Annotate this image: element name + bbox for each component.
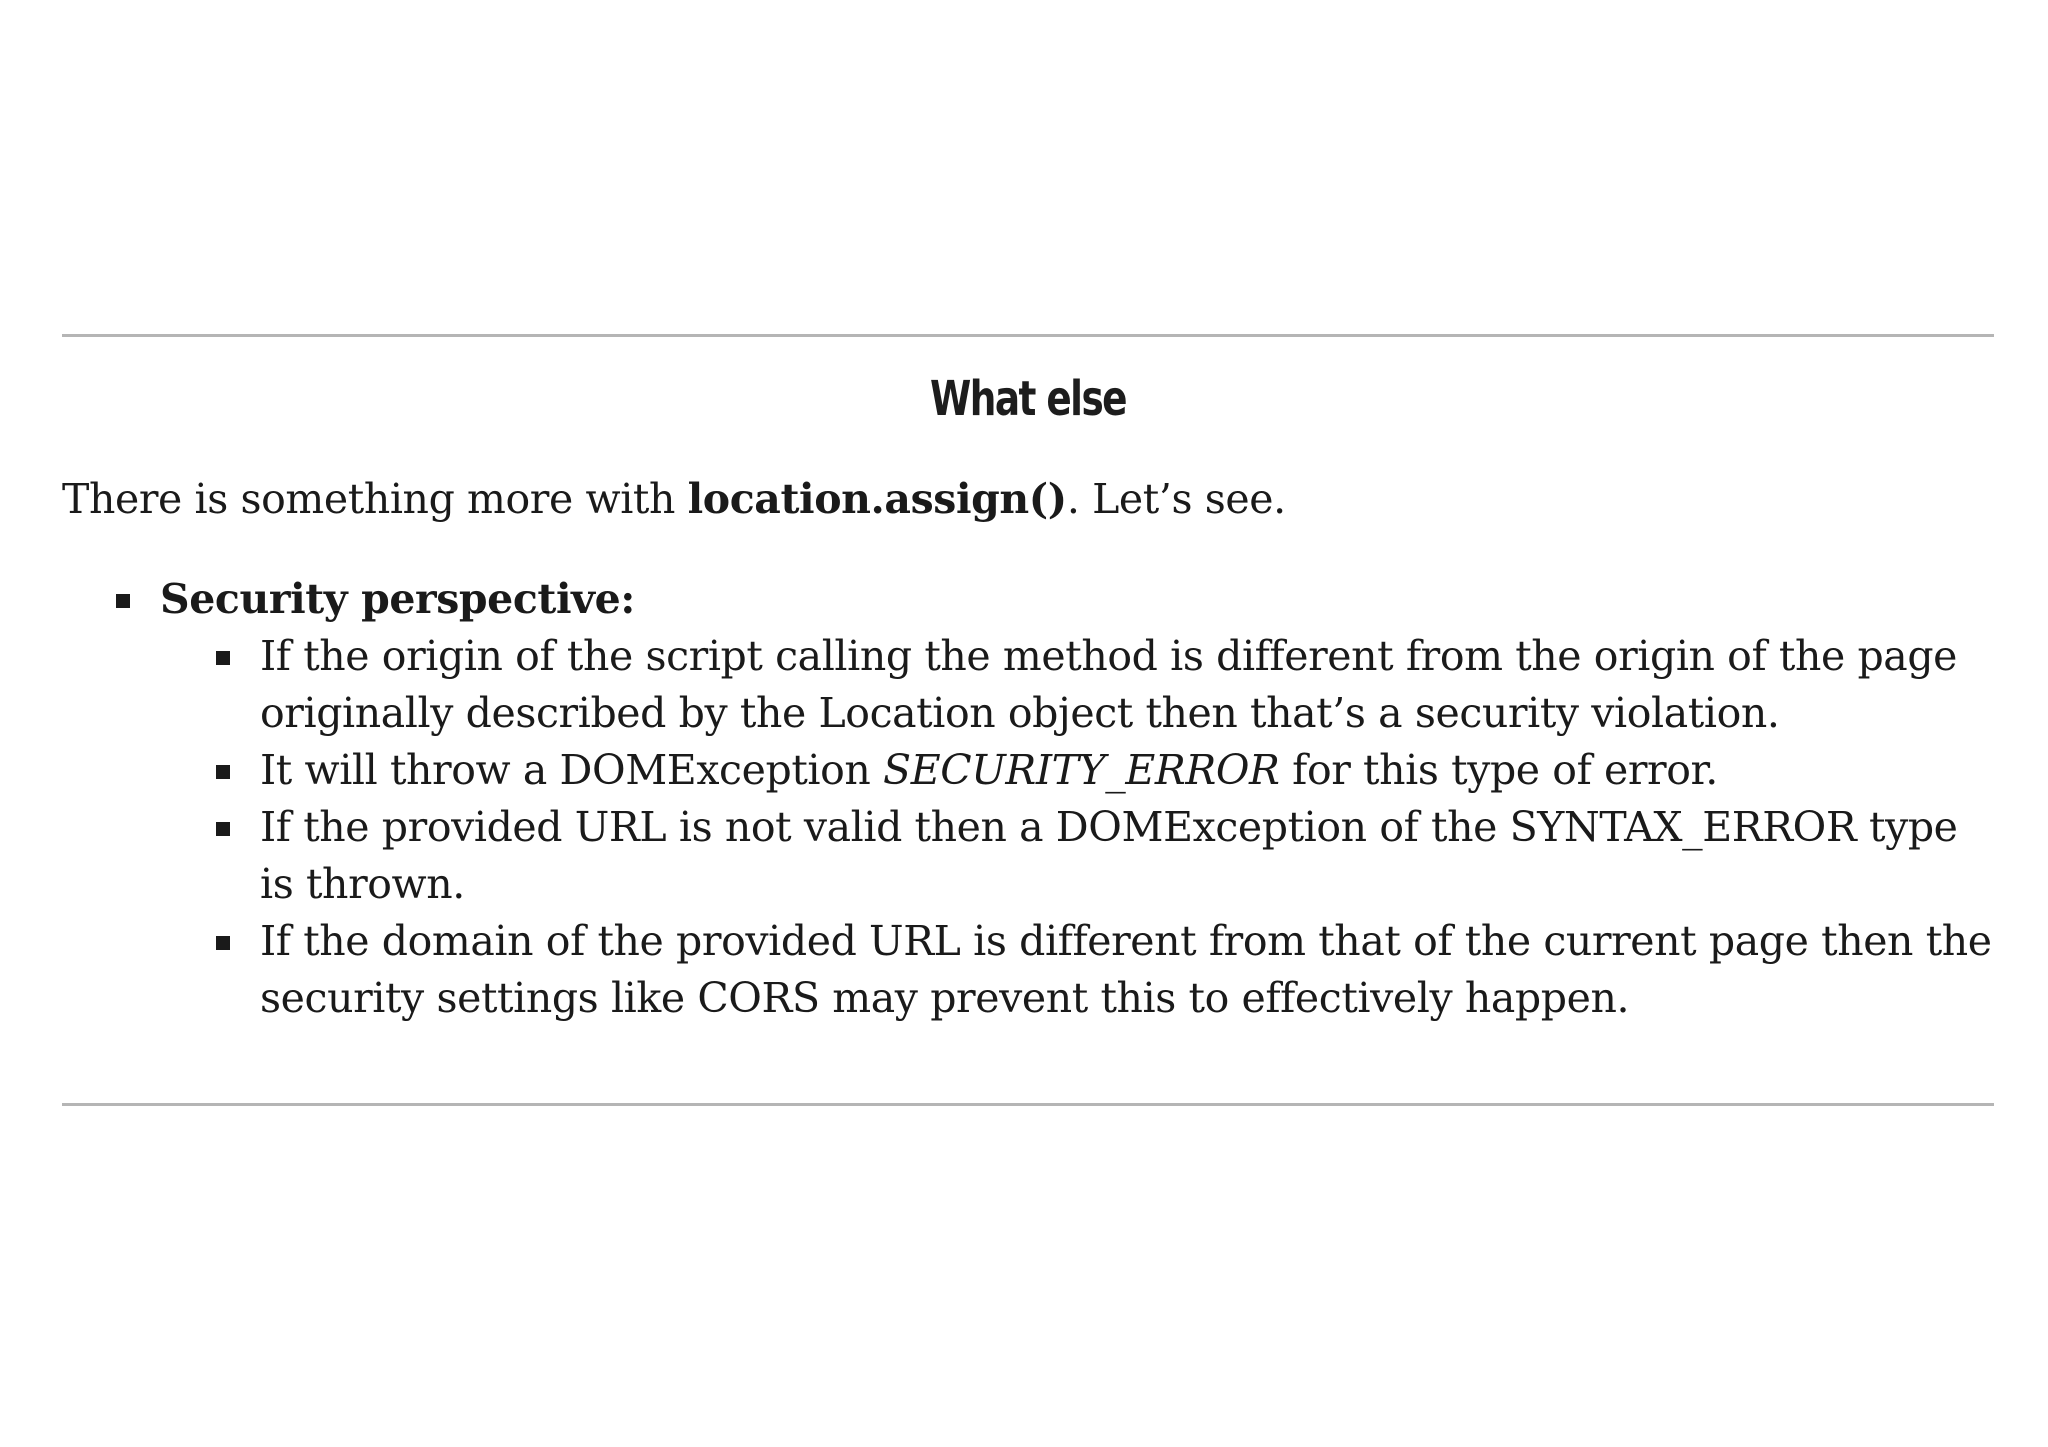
intro-text: There is something more with — [62, 475, 688, 523]
square-bullet-icon — [216, 936, 230, 950]
sub-list-item — [260, 799, 1994, 913]
list-item-security-perspective — [160, 571, 1994, 1027]
square-bullet-icon — [216, 765, 230, 779]
top-divider — [62, 334, 1994, 337]
intro-paragraph — [62, 471, 1994, 527]
content-section — [62, 334, 1994, 1106]
sub-list-item-text: If the domain of the provided URL is different from that of the current page then the security settings like CORS may prevent this to effectively happen. — [260, 917, 1992, 1022]
sub-list — [160, 628, 1994, 1027]
sub-list-item-text: It will throw a DOMException — [260, 746, 884, 794]
bottom-divider — [62, 1103, 1994, 1106]
sub-list-item-text: If the origin of the script calling the method is different from the origin of the page originally described by the Location object then that’s a security violation. — [260, 632, 1958, 737]
sub-list-item-text: If the provided URL is not valid then a DOMException of the SYNTAX_ERROR type is thrown. — [260, 803, 1958, 908]
square-bullet-icon — [216, 651, 230, 665]
error-name: SECURITY_ERROR — [883, 746, 1280, 794]
list-item-title: Security perspective: — [160, 575, 635, 623]
square-bullet-icon — [216, 822, 230, 836]
section-heading: What else — [929, 371, 1126, 427]
intro-text-end: . Let’s see. — [1066, 475, 1286, 523]
main-list — [62, 571, 1994, 1027]
sub-list-item — [260, 742, 1994, 799]
sub-list-item — [260, 913, 1994, 1027]
sub-list-item — [260, 628, 1994, 742]
sub-list-item-text-end: for this type of error. — [1279, 746, 1718, 794]
square-bullet-icon — [116, 594, 130, 608]
method-name: location.assign() — [687, 475, 1067, 523]
